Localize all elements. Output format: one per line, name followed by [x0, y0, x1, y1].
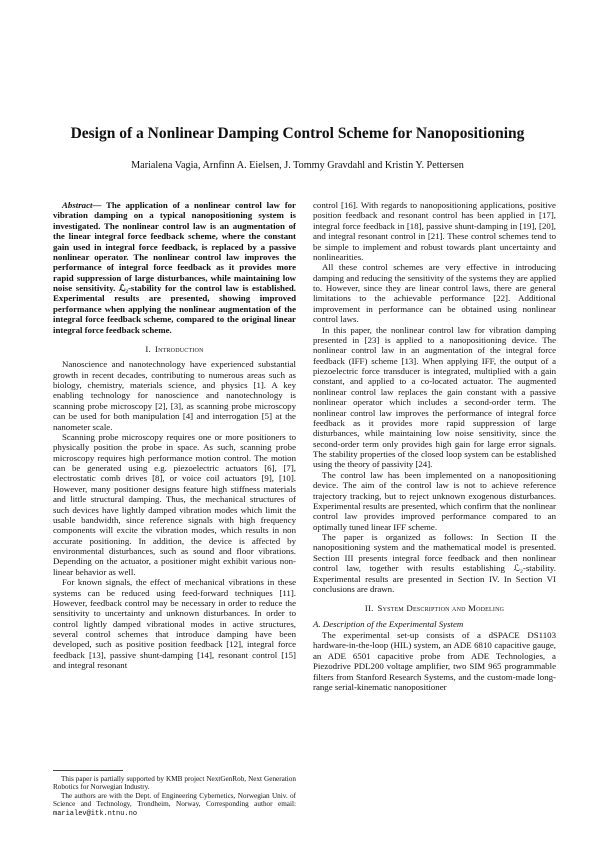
- section-title: System Description and Modeling: [377, 603, 505, 614]
- section-number: II.: [364, 603, 374, 614]
- paragraph: The paper is organized as follows: In Section II the nanopositioning system and the mathematical model is presented. Section III presents integral force feedback and then nonlinear control law, together with results establishing ℒ₂-stability. Experimental results are presented in Section IV. In Section VI conclusions are drawn.: [313, 532, 556, 594]
- section-title: Introduction: [154, 343, 204, 354]
- footnote-support: This paper is partially supported by KMB project NextGenRob, Next Generation Robotics for Norwegian Industry.: [53, 775, 296, 792]
- paper-title: Design of a Nonlinear Damping Control Scheme for Nanopositioning: [70, 125, 525, 142]
- section-heading-system: [313, 603, 556, 613]
- footnote-rule: [53, 770, 123, 771]
- paragraph: All these control schemes are very effective in introducing damping and reducing the sensitivity of the systems they are applied to. However, since they are linear control laws, there are general limitations to the achievable performance [22]. Additional improvement in performance can be obtained using nonlinear control laws.: [313, 262, 556, 325]
- paragraph: For known signals, the effect of mechanical vibrations in these systems can be reduced using feed-forward techniques [11]. However, feedback control may be necessary in order to reduce the sensitivity to uncertainty and unknown disturbances. In order to control lightly damped vibrational modes in active structures, several control schemes that introduce damping have been developed, such as positive position feedback [12], integral force feedback [13], passive shunt-damping [14], resonant control [15] and integral resonant: [53, 577, 296, 671]
- author-list: Marialena Vagia, Arnfinn A. Eielsen, J. Tommy Gravdahl and Kristin Y. Pettersen: [131, 160, 464, 171]
- paragraph: The experimental set-up consists of a dSPACE DS1103 hardware-in-the-loop (HIL) system, an ADE 6810 capacitive gauge, an ADE 6501 capacitive probe from ADE Technologies, a Piezodrive PDL200 voltage amplifier, two SIM 965 programmable filters from Stanford Research Systems, and the custom-made long-range serial-kinematic nanopositioner: [313, 630, 556, 692]
- footnotes: [53, 770, 296, 818]
- paragraph: Nanoscience and nanotechnology have experienced substantial growth in recent decades, contributing to numerous areas such as biology, chemistry, materials science, and physics [1]. A key enabling technology for nanoscience and nanotechnology is scanning probe microscopy [2], [3], as scanning probe microscopy can be used for both manipulation [4] and interrogation [5] at the nanometer scale.: [53, 359, 296, 432]
- subsection-heading: A. Description of the Experimental System: [313, 618, 464, 629]
- left-column: [53, 200, 296, 671]
- paragraph: In this paper, the nonlinear control law for vibration damping presented in [23] is applied to a nanopositioning device. The nonlinear control law in an augmentation of the integral force feedback (IFF) scheme [13]. When applying IFF, the output of a piezoelectric force transducer is integrated, multiplied with a gain constant, and applied to a co-located actuator. The augmented nonlinear control law replaces the gain constant with a passive nonlinear operator which includes a second-order term. The nonlinear control law improves the performance of integral force feedback as it provides more rapid suppression of large disturbances, while maintaining low noise sensitivity, since the second-order term only provides high gain for large error signals. The stability properties of the closed loop system can be established using the theory of passivity [24].: [313, 324, 556, 470]
- abstract-label: Abstract: [62, 200, 93, 210]
- author-email[interactable]: marialev@itk.ntnu.no: [53, 809, 138, 818]
- right-column: [313, 200, 556, 692]
- abstract: [53, 200, 296, 335]
- paragraph: control [16]. With regards to nanopositioning applications, positive position feedback and resonant control has been applied in [17], integral force feedback in [18], passive shunt-damping in [19], [20], and integral resonant control in [21]. These control schemes tend to be simple to implement and robust towards plant uncertainty and nonlinearities.: [313, 200, 556, 262]
- paragraph: Scanning probe microscopy requires one or more positioners to physically position the probe in space. As such, scanning probe microscopy requires high performance motion control. The motion can be generated using e.g. piezoelectric actuators [6], [7], electrostatic comb drives [8], or voice coil actuators [9], [10]. However, many positioner designs feature high stiffness materials and little structural damping. Thus, the mechanical structures of such devices have lightly damped vibration modes which limit the usable bandwidth, since reference signals with high frequency components will excite the vibration modes, which results in non accurate positioning. In addition, the device is affected by environmental disturbances, such as sound and floor vibrations. Depending on the actuator, a positioner might exhibit various non-linear behavior as well.: [53, 431, 296, 577]
- section-number: I.: [145, 343, 151, 354]
- affiliation-text: The authors are with the Dept. of Engineering Cybernetics, Norwegian Univ. of Science and Technology, Trondheim, Norway, Corresponding author email:: [53, 791, 296, 809]
- footnote-affiliation: [53, 792, 296, 818]
- section-heading-introduction: [53, 344, 296, 354]
- abstract-text: — The application of a nonlinear control law for vibration damping on a typical nanopositioning system is investigated. The nonlinear control law is an augmentation of the linear integral force feedback scheme, where the constant gain used in integral force feedback, is replaced by a passive nonlinear operator. The nonlinear control law improves the performance of integral force feedback as it provides more rapid suppression of large disturbances, while maintaining low noise sensitivity. ℒ₂-stability for the control law is established. Experimental results are presented, showing improved performance when applying the nonlinear augmentation of the integral force feedback scheme, compared to the original linear integral force feedback scheme.: [53, 200, 296, 335]
- paragraph: The control law has been implemented on a nanopositioning device. The aim of the control law is not to achieve reference trajectory tracking, but to reject unknown exogenous disturbances. Experimental results are presented, which confirm that the nonlinear control law provides improved performance compared to an optimally tuned linear IFF scheme.: [313, 469, 556, 532]
